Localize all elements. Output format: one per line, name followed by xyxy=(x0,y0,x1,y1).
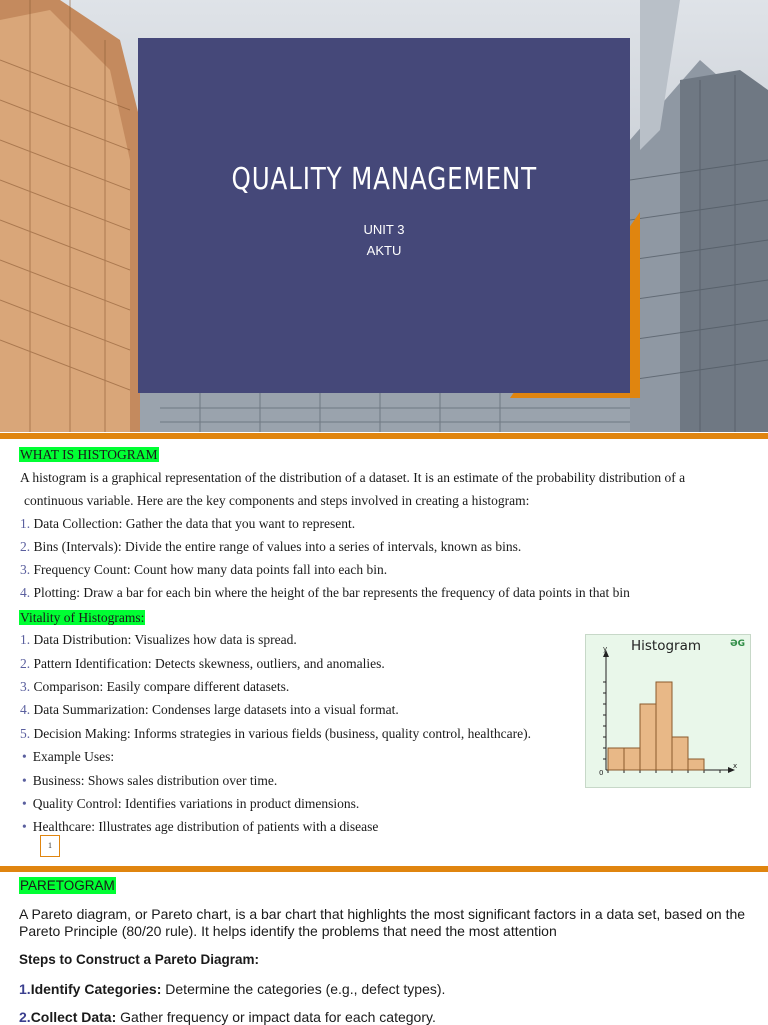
bullet-item: • Healthcare: Illustrates age distribution of patients with a disease xyxy=(22,819,379,834)
histogram-figure xyxy=(585,634,751,788)
intro-line-1: A histogram is a graphical representation of the distribution of a dataset. It is an estimate of the probability distribution of a xyxy=(20,470,686,485)
vitality-item: 4. Data Summarization: Condenses large datasets into a visual format. xyxy=(20,702,399,717)
pareto-heading: PARETOGRAM xyxy=(20,878,115,893)
histogram-bar xyxy=(608,748,624,770)
x-axis-label: x xyxy=(733,762,738,770)
page-number: 1 xyxy=(40,835,60,857)
slide-title: QUALITY MANAGEMENT xyxy=(231,162,537,197)
histogram-bar xyxy=(640,704,656,770)
bullet-item: • Example Uses: xyxy=(22,749,115,764)
step-item: 3. Frequency Count: Count how many data points fall into each bin. xyxy=(20,562,388,577)
histogram-page xyxy=(0,439,768,865)
pareto-step-item: 2.Collect Data: Gather frequency or impact data for each category. xyxy=(19,1009,436,1025)
pareto-paragraph: A Pareto diagram, or Pareto chart, is a bar chart that highlights the most significant factors in a data set, based on the Pareto Principle (80/20 rule). It helps identify the problems that need the most attention xyxy=(19,906,746,939)
vitality-item: 5. Decision Making: Informs strategies in various fields (business, quality control, healthcare). xyxy=(20,726,532,741)
histogram-plot xyxy=(586,635,750,787)
y-axis-label: y xyxy=(603,645,608,653)
vitality-item: 3. Comparison: Easily compare different datasets. xyxy=(20,679,290,694)
histogram-bar xyxy=(688,759,704,770)
slide-subtitle-unit: UNIT 3 xyxy=(363,222,405,237)
step-item: 4. Plotting: Draw a bar for each bin where the height of the bar represents the frequency of data points in that bin xyxy=(20,585,630,600)
step-item: 2. Bins (Intervals): Divide the entire range of values into a series of intervals, known as bins. xyxy=(20,539,522,554)
vitality-item: 1. Data Distribution: Visualizes how data is spread. xyxy=(20,632,297,647)
bullet-item: • Quality Control: Identifies variations in product dimensions. xyxy=(22,796,360,811)
histogram-heading: WHAT IS HISTOGRAM xyxy=(20,447,158,462)
pareto-page xyxy=(0,873,768,1024)
histogram-bars xyxy=(608,682,704,770)
slide-subtitle-university: AKTU xyxy=(366,243,402,258)
bullet-item: • Business: Shows sales distribution over time. xyxy=(22,773,278,788)
pareto-steps-heading: Steps to Construct a Pareto Diagram: xyxy=(19,952,260,967)
title-box xyxy=(138,38,630,393)
pareto-step-item: 1.Identify Categories: Determine the categories (e.g., defect types). xyxy=(19,981,446,997)
histogram-bar xyxy=(624,748,640,770)
step-item: 1. Data Collection: Gather the data that you want to represent. xyxy=(20,516,356,531)
section-divider xyxy=(0,866,768,872)
title-slide xyxy=(0,0,768,432)
histogram-bar xyxy=(672,737,688,770)
vitality-item: 2. Pattern Identification: Detects skewness, outliers, and anomalies. xyxy=(20,656,385,671)
vitality-heading: Vitality of Histograms: xyxy=(20,610,145,625)
origin-label: 0 xyxy=(599,769,604,777)
brand-logo-icon: ƏG xyxy=(730,639,746,649)
intro-line-2: continuous variable. Here are the key components and steps involved in creating a histogram: xyxy=(24,493,530,508)
histogram-figure-title: Histogram xyxy=(631,638,702,654)
histogram-bar xyxy=(656,682,672,770)
